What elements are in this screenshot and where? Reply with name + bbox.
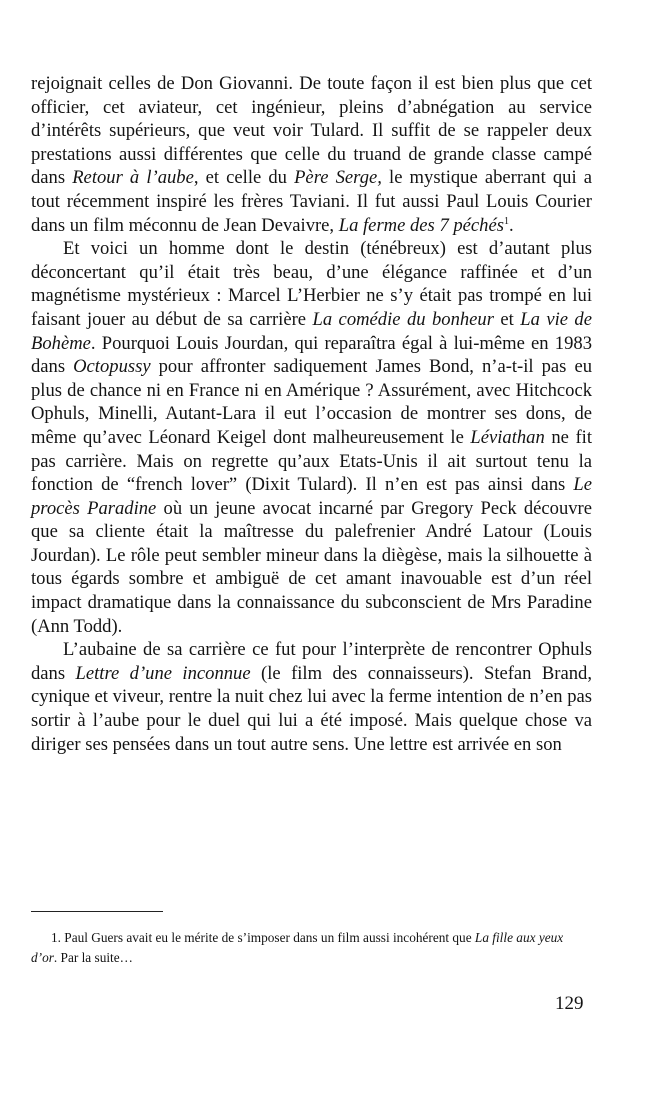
film-title: Père Serge, [294, 167, 382, 189]
text-run: . Par la suite… [53, 950, 133, 965]
page-number: 129 [555, 993, 584, 1014]
film-title: Le procès Paradine [31, 474, 592, 519]
footnote-marker: 1. [51, 930, 61, 945]
paragraph [31, 638, 592, 756]
footnote-separator [31, 911, 163, 912]
film-title: La comédie du bonheur [312, 308, 494, 330]
film-title: La fille aux yeux d’or [31, 930, 564, 965]
paragraph [31, 237, 592, 638]
film-title: Retour à l’aube [72, 167, 194, 189]
text-run: ne fit pas carrière. Mais on regrette qu’aux Etats-Unis il ait surtout tenu la fonction de “french lover” (Dixit Tulard). Il n’en est pas ainsi dans [31, 426, 592, 496]
text-run: où un jeune avocat incarné par Gregory Peck découvre que sa cliente était la maîtresse du palefrenier André Latour (Louis Jourdan). Le rôle peut sembler mineur dans la diègèse, mais la silhouette à tous égards sombre et ambiguë de cet amant inavouable est d’un réel impact dramatique dans la connaissance du subconscient de Mrs Paradine (Ann Todd). [31, 497, 592, 637]
text-run: rejoignait celles de Don Giovanni. De toute façon il est bien plus que cet officier, cet aviateur, cet ingénieur, pleins d’abnégation au service d’intérêts supérieurs, que veut voir Tulard. Il suffit de se rappeler deux prestations aussi différentes que celle du truand de grande classe campé dans [31, 73, 592, 189]
footnote [31, 928, 592, 968]
text-run: et [493, 308, 521, 330]
text-run: pour affronter sadiquement James Bond, n’a-t-il pas eu plus de chance ni en France ni en Amérique ? Assurément, avec Hitchcock Ophuls, Minelli, Autant-Lara il eut l’occasion de montrer ses dons, de même qu’avec Léonard Keigel dont malheureusement le [31, 356, 592, 448]
film-title: La ferme des 7 péchés [338, 214, 504, 236]
body-text [31, 72, 592, 756]
film-title: Lettre d’une inconnue [75, 662, 251, 684]
footnote-reference: 1 [503, 215, 509, 227]
film-title: Octopussy [73, 356, 151, 378]
film-title: La vie de Bohème [31, 308, 592, 354]
text-run: (le film des connaisseurs). Stefan Brand, cynique et viveur, rentre la nuit chez lui avec la ferme intention de n’en pas sortir à l’aube pour le duel qui lui a été imposé. Mais quelque chose va diriger ses pensées dans un tout autre sens. Une lettre est arrivée en son [31, 662, 592, 755]
paragraph [31, 72, 592, 237]
text-run: , et celle du [193, 167, 295, 189]
text-run: L’aubaine de sa carrière ce fut pour l’interprète de rencontrer Ophuls dans [31, 639, 592, 684]
text-run: . [508, 214, 514, 236]
film-title: Léviathan [470, 426, 545, 448]
text-run: le mystique aberrant qui a tout récemment inspiré les frères Taviani. Il fut aussi Paul Louis Courier dans un film méconnu de Jean Devaivre, [31, 167, 592, 236]
text-run: . Pourquoi Louis Jourdan, qui reparaîtra égal à lui-même en 1983 dans [31, 332, 592, 378]
text-run: Paul Guers avait eu le mérite de s’imposer dans un film aussi incohérent que [60, 930, 475, 945]
text-run: Et voici un homme dont le destin (ténébreux) est d’autant plus déconcertant qu’il était très beau, d’une élégance raffinée et d’un magnétisme mystérieux : Marcel L’Herbier ne s’y était pas trompé en lui faisant jouer au début de sa carrière [31, 238, 592, 330]
